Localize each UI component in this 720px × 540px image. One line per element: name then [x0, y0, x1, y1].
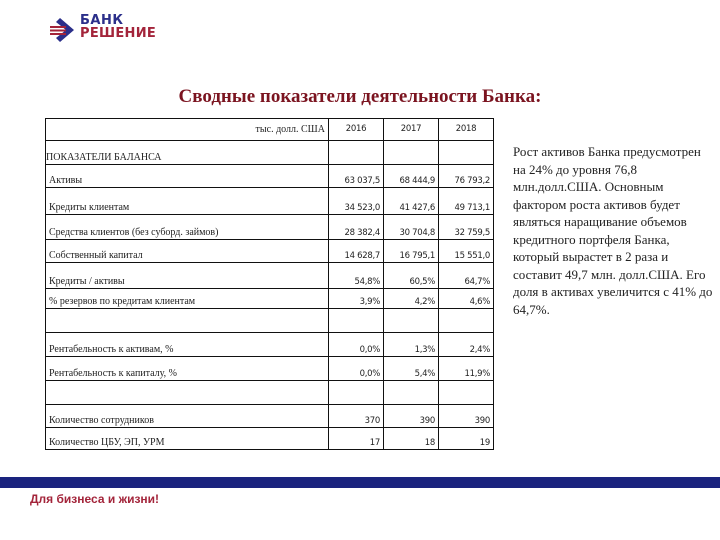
table-row	[46, 428, 494, 450]
logo-line-2: РЕШЕНИЕ	[80, 26, 157, 41]
logo-text	[80, 14, 156, 40]
table-row	[46, 263, 494, 289]
empty-cell	[384, 141, 439, 165]
unit-label: тыс. долл. США	[46, 119, 329, 141]
year-header: 2018	[439, 119, 494, 141]
row-label: Количество ЦБУ, ЭП, УРМ	[46, 428, 329, 450]
footer-slogan: Для бизнеса и жизни!	[30, 492, 160, 506]
table-row	[46, 357, 494, 381]
row-value: 76 793,2	[439, 165, 494, 188]
logo-mark-icon	[50, 16, 78, 44]
row-label: Кредиты клиентам	[46, 188, 329, 215]
table-row	[46, 405, 494, 428]
section-label: ПОКАЗАТЕЛИ БАЛАНСА	[46, 141, 329, 165]
row-label: Рентабельность к капиталу, %	[46, 357, 329, 381]
row-value: 390	[384, 405, 439, 428]
empty-cell	[439, 141, 494, 165]
row-value	[439, 381, 494, 405]
row-label	[46, 381, 329, 405]
year-header: 2016	[329, 119, 384, 141]
row-label: Активы	[46, 165, 329, 188]
row-value: 370	[329, 405, 384, 428]
row-value	[329, 381, 384, 405]
table-row	[46, 240, 494, 263]
row-value: 34 523,0	[329, 188, 384, 215]
row-value: 60,5%	[384, 263, 439, 289]
row-value: 15 551,0	[439, 240, 494, 263]
page-title: Сводные показатели деятельности Банка:	[178, 86, 542, 107]
indicators-table	[45, 118, 494, 450]
row-label: Количество сотрудников	[46, 405, 329, 428]
table-header-row	[46, 119, 494, 141]
row-value: 0,0%	[329, 333, 384, 357]
row-value: 64,7%	[439, 263, 494, 289]
row-value: 14 628,7	[329, 240, 384, 263]
row-value: 2,4%	[439, 333, 494, 357]
row-label: Собственный капитал	[46, 240, 329, 263]
row-value: 11,9%	[439, 357, 494, 381]
table-row-empty	[46, 381, 494, 405]
row-value	[329, 309, 384, 333]
table-row	[46, 289, 494, 309]
row-label: Рентабельность к активам, %	[46, 333, 329, 357]
row-value: 3,9%	[329, 289, 384, 309]
row-label: % резервов по кредитам клиентам	[46, 289, 329, 309]
row-value: 41 427,6	[384, 188, 439, 215]
logo-line-1: БАНК	[80, 13, 124, 28]
row-value	[384, 381, 439, 405]
row-value	[439, 309, 494, 333]
row-value: 0,0%	[329, 357, 384, 381]
row-value: 28 382,4	[329, 215, 384, 240]
table-row	[46, 333, 494, 357]
row-value: 16 795,1	[384, 240, 439, 263]
footer-bar	[0, 477, 720, 488]
row-value	[384, 309, 439, 333]
row-value: 390	[439, 405, 494, 428]
year-header: 2017	[384, 119, 439, 141]
table-row-empty	[46, 309, 494, 333]
row-value: 30 704,8	[384, 215, 439, 240]
commentary-text: Рост активов Банка предусмотрен на 24% до уровня 76,8 млн.долл.США. Основным фактором роста активов будет являться наращивание объемов кредитного портфеля Банка, который вырастет в 2 раза и составит 49,7 млн. долл.США. Его доля в активах увеличится с 41% до 64,7%.	[513, 144, 713, 317]
row-value: 54,8%	[329, 263, 384, 289]
bank-logo	[50, 14, 170, 46]
row-value: 5,4%	[384, 357, 439, 381]
row-value: 18	[384, 428, 439, 450]
empty-cell	[329, 141, 384, 165]
table-row	[46, 165, 494, 188]
table-row	[46, 215, 494, 240]
row-label: Кредиты / активы	[46, 263, 329, 289]
row-label	[46, 309, 329, 333]
section-row	[46, 141, 494, 165]
table-row	[46, 188, 494, 215]
row-value: 4,6%	[439, 289, 494, 309]
row-value: 17	[329, 428, 384, 450]
row-value: 19	[439, 428, 494, 450]
row-value: 1,3%	[384, 333, 439, 357]
row-value: 32 759,5	[439, 215, 494, 240]
row-value: 63 037,5	[329, 165, 384, 188]
row-value: 68 444,9	[384, 165, 439, 188]
row-value: 49 713,1	[439, 188, 494, 215]
row-value: 4,2%	[384, 289, 439, 309]
row-label: Средства клиентов (без суборд. займов)	[46, 215, 329, 240]
